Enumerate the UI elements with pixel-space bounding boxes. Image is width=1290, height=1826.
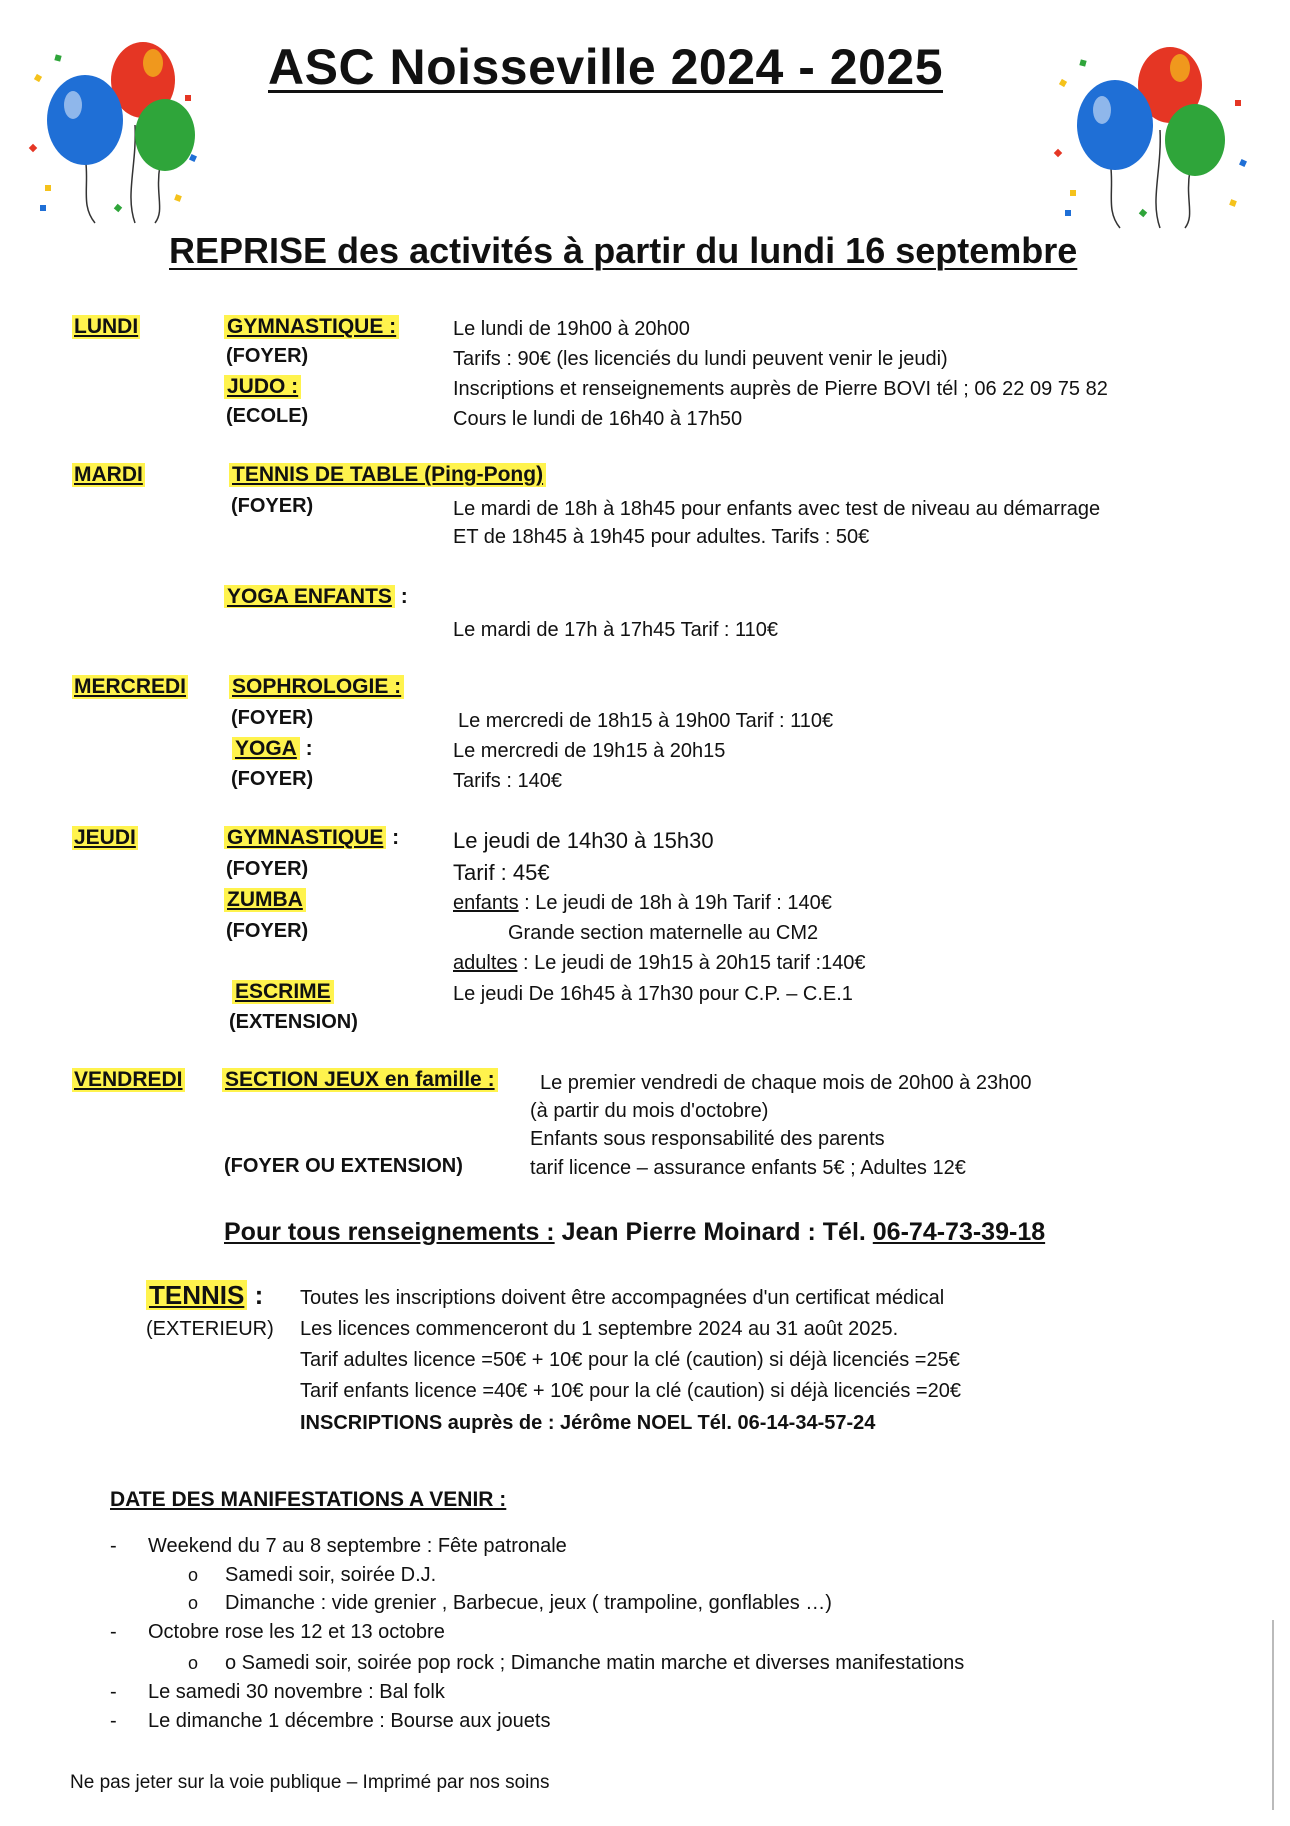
info-line: Enfants sous responsabilité des parents — [530, 1128, 885, 1150]
list-subitem: o Samedi soir, soirée pop rock ; Dimanche matin marche et diverses manifestations — [225, 1652, 965, 1674]
info-line: Les licences commenceront du 1 septembre 2024 au 31 août 2025. — [300, 1318, 899, 1340]
day-mercredi: MERCREDI — [74, 675, 187, 698]
colon: : — [299, 737, 313, 760]
day-jeudi: JEUDI — [74, 826, 136, 849]
label-enfants: enfants — [453, 892, 519, 914]
activity-escrime: ESCRIME — [232, 980, 334, 1004]
info-line: Le premier vendredi de chaque mois de 20h00 à 23h00 — [540, 1072, 1032, 1094]
location-exterieur: (EXTERIEUR) — [146, 1318, 274, 1340]
contact-phone: 06-74-73-39-18 — [872, 1218, 1046, 1246]
info-line: Tarif adultes licence =50€ + 10€ pour la clé (caution) si déjà licenciés =25€ — [300, 1349, 960, 1371]
info-line: Le mercredi de 19h15 à 20h15 — [453, 740, 726, 762]
activity-yoga-enfants-row — [224, 585, 408, 609]
activity-yoga-row — [232, 737, 313, 761]
info-line: Le mardi de 18h à 18h45 pour enfants avec test de niveau au démarrage — [453, 498, 1101, 520]
info-line: Cours le lundi de 16h40 à 17h50 — [453, 408, 743, 430]
page-title: ASC Noisseville 2024 - 2025 — [268, 39, 943, 95]
info-line: Tarif enfants licence =40€ + 10€ pour la clé (caution) si déjà licenciés =20€ — [300, 1380, 961, 1402]
balloons-left-illustration — [25, 35, 200, 225]
activity-tennis: TENNIS — [146, 1280, 247, 1310]
location-foyer: (FOYER) — [231, 768, 314, 790]
info-text: : Le jeudi de 19h15 à 20h15 tarif :140€ — [517, 952, 866, 974]
location-foyer-ou-extension: (FOYER OU EXTENSION) — [224, 1155, 463, 1177]
balloons-right-illustration — [1050, 40, 1250, 230]
activity-judo: JUDO : — [224, 375, 301, 399]
list-dash: - — [110, 1621, 117, 1643]
activity-gymnastique-lundi: GYMNASTIQUE : — [224, 315, 399, 339]
info-line: tarif licence – assurance enfants 5€ ; Adultes 12€ — [530, 1157, 966, 1179]
activity-section-jeux: SECTION JEUX en famille : — [222, 1068, 498, 1092]
info-line: Le jeudi de 14h30 à 15h30 — [453, 828, 714, 853]
list-dash: - — [110, 1681, 117, 1703]
info-line: Le lundi de 19h00 à 20h00 — [453, 318, 690, 340]
list-item: Le dimanche 1 décembre : Bourse aux jouets — [148, 1710, 551, 1732]
list-item: Weekend du 7 au 8 septembre : Fête patronale — [148, 1535, 567, 1557]
list-sub-bullet: o — [188, 1565, 199, 1585]
list-dash: - — [110, 1535, 117, 1557]
list-sub-bullet: o — [188, 1653, 199, 1673]
location-foyer: (FOYER) — [231, 495, 314, 517]
tennis-inscriptions: INSCRIPTIONS auprès de : Jérôme NOEL Tél. 06-14-34-57-24 — [300, 1412, 876, 1434]
contact-line — [224, 1218, 1045, 1247]
activity-yoga: YOGA — [232, 737, 300, 760]
day-lundi: LUNDI — [74, 315, 139, 338]
day-mardi: MARDI — [74, 463, 143, 486]
list-dash: - — [110, 1710, 117, 1732]
location-extension: (EXTENSION) — [229, 1011, 358, 1033]
info-line: Inscriptions et renseignements auprès de Pierre BOVI tél ; 06 22 09 75 82 — [453, 378, 1108, 400]
tennis-heading-row — [146, 1280, 263, 1311]
location-ecole: (ECOLE) — [226, 405, 309, 427]
activity-yoga-enfants: YOGA ENFANTS — [224, 585, 395, 608]
info-line: Toutes les inscriptions doivent être accompagnées d'un certificat médical — [300, 1287, 945, 1309]
footer-note: Ne pas jeter sur la voie publique – Imprimé par nos soins — [70, 1772, 550, 1793]
info-line: Le mardi de 17h à 17h45 Tarif : 110€ — [453, 619, 779, 641]
label-adultes: adultes — [453, 952, 518, 974]
list-item: Le samedi 30 novembre : Bal folk — [148, 1681, 445, 1703]
info-line: ET de 18h45 à 19h45 pour adultes. Tarifs : 50€ — [453, 526, 870, 548]
activity-zumba: ZUMBA — [224, 888, 306, 912]
events-heading: DATE DES MANIFESTATIONS A VENIR : — [110, 1488, 507, 1511]
info-text: : Le jeudi de 18h à 19h Tarif : 140€ — [518, 892, 832, 914]
info-line: Tarifs : 140€ — [453, 770, 562, 792]
location-foyer: (FOYER) — [226, 345, 309, 367]
contact-label: Pour tous renseignements : — [224, 1218, 555, 1246]
colon: : — [394, 585, 408, 608]
scan-edge-line — [1272, 1620, 1274, 1810]
colon: : — [386, 826, 400, 849]
list-sub-bullet: o — [188, 1593, 199, 1613]
colon: : — [247, 1280, 264, 1310]
activity-gymnastique-jeudi-row — [224, 826, 399, 850]
activity-tennis-de-table: TENNIS DE TABLE (Ping-Pong) — [229, 463, 546, 487]
list-subitem: Samedi soir, soirée D.J. — [225, 1564, 437, 1586]
info-line: Le jeudi De 16h45 à 17h30 pour C.P. – C.E.1 — [453, 983, 853, 1005]
info-line: Tarif : 45€ — [453, 860, 550, 885]
info-line: Tarifs : 90€ (les licenciés du lundi peuvent venir le jeudi) — [453, 348, 948, 370]
location-foyer: (FOYER) — [231, 707, 314, 729]
zumba-adultes-line — [453, 952, 866, 975]
info-line: Le mercredi de 18h15 à 19h00 Tarif : 110€ — [458, 710, 834, 732]
contact-name: Jean Pierre Moinard : Tél. — [554, 1218, 873, 1246]
activity-gymnastique-jeudi: GYMNASTIQUE — [224, 826, 386, 849]
list-subitem: Dimanche : vide grenier , Barbecue, jeux ( trampoline, gonflables …) — [225, 1592, 832, 1614]
location-foyer: (FOYER) — [226, 920, 309, 942]
location-foyer: (FOYER) — [226, 858, 309, 880]
page-subtitle: REPRISE des activités à partir du lundi 16 septembre — [169, 230, 1078, 271]
activity-sophrologie: SOPHROLOGIE : — [229, 675, 404, 699]
info-line: (à partir du mois d'octobre) — [530, 1100, 769, 1122]
info-line: Grande section maternelle au CM2 — [508, 922, 819, 944]
list-item: Octobre rose les 12 et 13 octobre — [148, 1621, 445, 1643]
day-vendredi: VENDREDI — [74, 1068, 183, 1091]
zumba-enfants-line — [453, 892, 832, 915]
